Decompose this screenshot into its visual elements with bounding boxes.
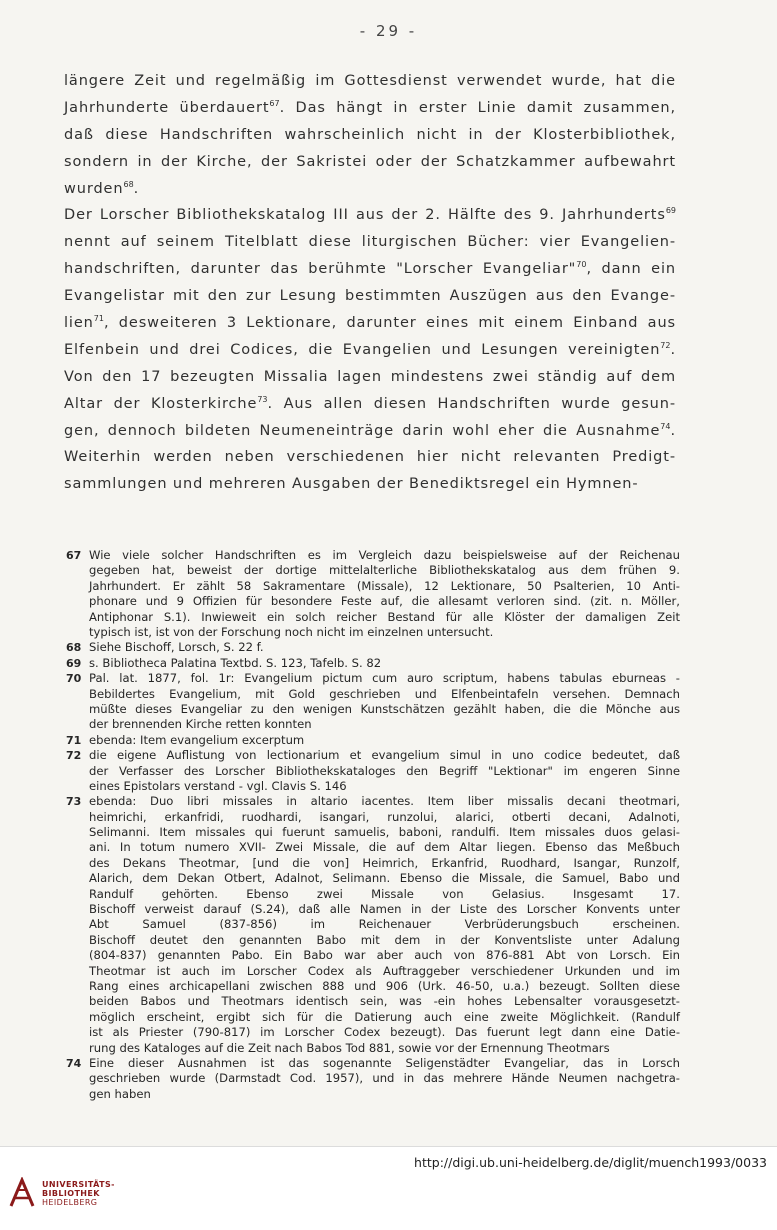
footnote-line: die eigene Auflistung von lectionarium et evangelium simul in uno codice bedeutet, daß xyxy=(89,748,680,763)
footnote-line: müßte dieses Evangeliar zu den wenigen Kunstschätzen gezählt haben, die die Mönche aus xyxy=(89,701,680,716)
body-text-segment: daß diese Handschriften wahrscheinlich nicht in der Klosterbibliothek, xyxy=(64,126,676,143)
body-line xyxy=(64,149,676,176)
body-text-segment: Von den 17 bezeugten Missalia lagen mindestens zwei ständig auf dem xyxy=(64,368,676,385)
footnote-line: ist als Priester (790-817) im Lorscher Codex bezeugt). Das fuerunt legt dann eine Datie- xyxy=(89,1025,680,1040)
body-line xyxy=(64,391,676,418)
body-text-segment: nennt auf seinem Titelblatt diese liturgischen Bücher: vier Evangelien- xyxy=(64,234,676,251)
footnote-line: phonare und 9 Offizien für besondere Feste auf, die allesamt verloren sind. (zit. n. Möller, xyxy=(89,594,680,609)
footnote-number: 69 xyxy=(66,656,82,670)
footnote-line: s. Bibliotheca Palatina Textbd. S. 123, Tafelb. S. 82 xyxy=(89,655,382,670)
body-text-segment: Evangelistar mit den zur Lesung bestimmten Auszügen aus den Evange- xyxy=(64,288,676,305)
footnote-line: Wie viele solcher Handschriften es im Vergleich dazu beispielsweise auf der Reichenau xyxy=(89,548,680,562)
footnote-line: Siehe Bischoff, Lorsch, S. 22 f. xyxy=(89,640,264,655)
footnote-line: Bischoff verweist darauf (S.24), daß alle Namen in der Liste des Lorscher Konvents unter xyxy=(89,902,680,917)
body-text-segment: . Aus allen diesen Handschriften wurde gesun- xyxy=(267,395,676,412)
footnote-line: gegeben hat, beweist der dortige mittelalterliche Bibliothekskatalog aus dem frühen 9. xyxy=(89,563,680,578)
footnote xyxy=(66,548,680,640)
footnote-ref[interactable]: 72 xyxy=(660,340,671,350)
body-text-segment: Elfenbein und drei Codices, die Evangelien und Lesungen vereinigten xyxy=(64,341,661,358)
footnote-line: der Verfasser des Lorscher Bibliothekskataloges den Begriff "Lektionar" im engeren Sinne xyxy=(89,763,680,778)
footnote-line: Antiphonar S.1). Inwieweit ein solch reicher Bestand für alle Klöster der damaligen Zeit xyxy=(89,609,680,624)
body-text-segment: lien xyxy=(64,315,94,332)
footnote-line: ani. In totum numero XVII- Zwei Missale, die auf dem Altar liegen. Ebenso das Meßbuch xyxy=(89,840,680,855)
university-library-logo-icon xyxy=(8,1177,36,1209)
body-text-segment: handschriften, darunter das berühmte "Lorscher Evangeliar" xyxy=(64,261,577,278)
footnote-line: Abt Samuel (837-856) im Reichenauer Verbrüderungsbuch erscheinen. xyxy=(89,917,680,932)
footnote-line: beiden Babos und Theotmars identisch sein, was -ein hohes Lebensalter vorausgesetzt- xyxy=(89,994,680,1009)
footnote-ref[interactable]: 70 xyxy=(576,260,587,270)
body-text-segment: wurden xyxy=(64,180,124,197)
footnote-line: eines Epistolars verstand - vgl. Clavis S. 146 xyxy=(89,778,347,793)
body-text-segment: Altar der Klosterkirche xyxy=(64,395,258,412)
footnote-line: geschrieben wurde (Darmstadt Cod. 1957), und in das mehrere Hände Neumen nachgetra- xyxy=(89,1071,680,1086)
body-text-segment: gen, dennoch bildeten Neumeneinträge darin wohl eher die Ausnahme xyxy=(64,422,661,439)
footnote-line: typisch ist, ist von der Forschung noch nicht im einzelnen untersucht. xyxy=(89,624,494,639)
footnote-ref[interactable]: 71 xyxy=(93,314,104,324)
body-line xyxy=(64,68,676,95)
footnote-number: 71 xyxy=(66,733,82,747)
footnote-number: 68 xyxy=(66,641,82,655)
footnote-line: des Dekans Theotmar, [und die von] Heimrich, Erkanfrid, Ruodhard, Isangar, Runzolf, xyxy=(89,855,680,870)
footnote xyxy=(66,671,680,733)
footnotes xyxy=(66,548,680,1102)
footnote-number: 72 xyxy=(66,749,82,763)
footnote xyxy=(66,656,680,671)
footnote-line: Randulf gehörten. Ebenso zwei Missale von Gelasius. Insgesamt 17. xyxy=(89,886,680,901)
body-line xyxy=(64,471,676,498)
footnote-line: Jahrhundert. Er zählt 58 Sakramentare (Missale), 12 Lektionare, 50 Psalterien, 10 Anti- xyxy=(89,578,680,593)
footnote-line: rung des Kataloges auf die Zeit nach Babos Tod 881, sowie vor der Ernennung Theotmars xyxy=(89,1040,610,1055)
body-line xyxy=(64,95,676,122)
body-text-segment: , desweiteren 3 Lektionare, darunter eines mit einem Einband aus xyxy=(103,315,676,332)
footnote-ref[interactable]: 67 xyxy=(269,98,280,108)
footnote xyxy=(66,640,680,655)
body-line xyxy=(64,364,676,391)
footnote-line: ebenda: Duo libri missales in altario iacentes. Item liber missalis decani theotmari, xyxy=(89,794,680,809)
footnote-number: 73 xyxy=(66,795,82,809)
footnote-line: Rang eines archicapellani zwischen 888 und 906 (Urk. 46-50, u.a.) bezeugt. Sollten diese xyxy=(89,978,680,993)
footnote-line: möglich erscheint, ergibt sich für die Datierung auch eine zweite Möglichkeit. (Randulf xyxy=(89,1009,680,1024)
footnote-ref[interactable]: 74 xyxy=(660,421,671,431)
footnote-line: der brennenden Kirche retten konnten xyxy=(89,717,312,732)
footnote-line: gen haben xyxy=(89,1086,151,1101)
body-line xyxy=(64,122,676,149)
body-line xyxy=(64,229,676,256)
body-text-segment: längere Zeit und regelmäßig im Gottesdienst verwendet wurde, hat die xyxy=(64,73,676,89)
footnote-line: Selimanni. Item missales qui fuerunt samuelis, baboni, randulfi. Item missales duos gelasi- xyxy=(89,825,680,840)
body-text-segment: sammlungen und mehreren Ausgaben der Benediktsregel ein Hymnen- xyxy=(64,476,639,493)
viewer-footer xyxy=(0,1146,777,1230)
footnote-line: Theotmar ist auch im Lorscher Codex als Auftraggeber verschiedener Urkunden und im xyxy=(89,963,680,978)
footnote-line: Bebildertes Evangelium, mit Gold geschrieben und Elfenbeintafeln versehen. Demnach xyxy=(89,686,680,701)
library-name: UNIVERSITÄTS- BIBLIOTHEK HEIDELBERG xyxy=(42,1180,115,1207)
body-text-segment: Der Lorscher Bibliothekskatalog III aus der 2. Hälfte des 9. Jahrhunderts xyxy=(64,207,666,224)
footnote-line: (804-837) genannten Pabo. Ein Babo war aber auch von 876-881 Abt von Lorsch. Ein xyxy=(89,948,680,963)
body-text-segment: Weiterhin werden neben verschiedenen hier nicht relevanten Predigt- xyxy=(64,449,676,466)
body-line xyxy=(64,256,676,283)
body-line xyxy=(64,202,676,229)
footnote-ref[interactable]: 73 xyxy=(257,394,268,404)
body-text-segment: Jahrhunderte überdauert xyxy=(64,99,270,116)
footnote-line: heimrichi, erkanfridi, ruodhardi, isangari, runzolui, alarici, otberti decani, Adalnoti, xyxy=(89,809,680,824)
body-line xyxy=(64,337,676,364)
footnote-line: Pal. lat. 1877, fol. 1r: Evangelium pictum cum auro scriptum, habens tabulas eburneas - xyxy=(89,671,680,686)
page-number: - 29 - xyxy=(359,22,418,40)
body-text-segment: . xyxy=(670,422,676,439)
footnote xyxy=(66,748,680,794)
footnote xyxy=(66,733,680,748)
main-body-text xyxy=(64,68,676,498)
body-text-segment: sondern in der Kirche, der Sakristei oder der Schatzkammer aufbewahrt xyxy=(64,153,676,170)
footnote-ref[interactable]: 69 xyxy=(665,206,676,216)
body-line xyxy=(64,444,676,471)
footnote-number: 74 xyxy=(66,1056,82,1070)
permalink-url[interactable]: http://digi.ub.uni-heidelberg.de/diglit/muench1993/0033 xyxy=(414,1155,767,1170)
body-line xyxy=(64,310,676,337)
body-text-segment: . Das hängt in erster Linie damit zusammen, xyxy=(279,99,676,116)
footnote-ref[interactable]: 68 xyxy=(123,179,134,189)
footnote-number: 67 xyxy=(66,549,82,562)
footnote-number: 70 xyxy=(66,672,82,686)
footnote-line: ebenda: Item evangelium excerptum xyxy=(89,732,305,747)
body-line xyxy=(64,283,676,310)
footnote xyxy=(66,794,680,1056)
footnote-line: Eine dieser Ausnahmen ist das sogenannte Seligenstädter Evangeliar, das in Lorsch xyxy=(89,1055,680,1070)
footnote-line: Alarich, dem Dekan Otbert, Adalnot, Selimann. Ebenso die Missale, die Samuel, Babo und xyxy=(89,871,680,886)
footnote xyxy=(66,1056,680,1102)
body-text-segment: , dann ein xyxy=(586,261,676,278)
body-line xyxy=(64,418,676,445)
footnote-line: Bischoff deutet den genannten Babo mit dem in der Konventsliste unter Adalung xyxy=(89,932,680,947)
body-text-segment: . xyxy=(133,180,140,197)
body-line xyxy=(64,176,676,203)
body-text-segment: . xyxy=(670,341,676,358)
